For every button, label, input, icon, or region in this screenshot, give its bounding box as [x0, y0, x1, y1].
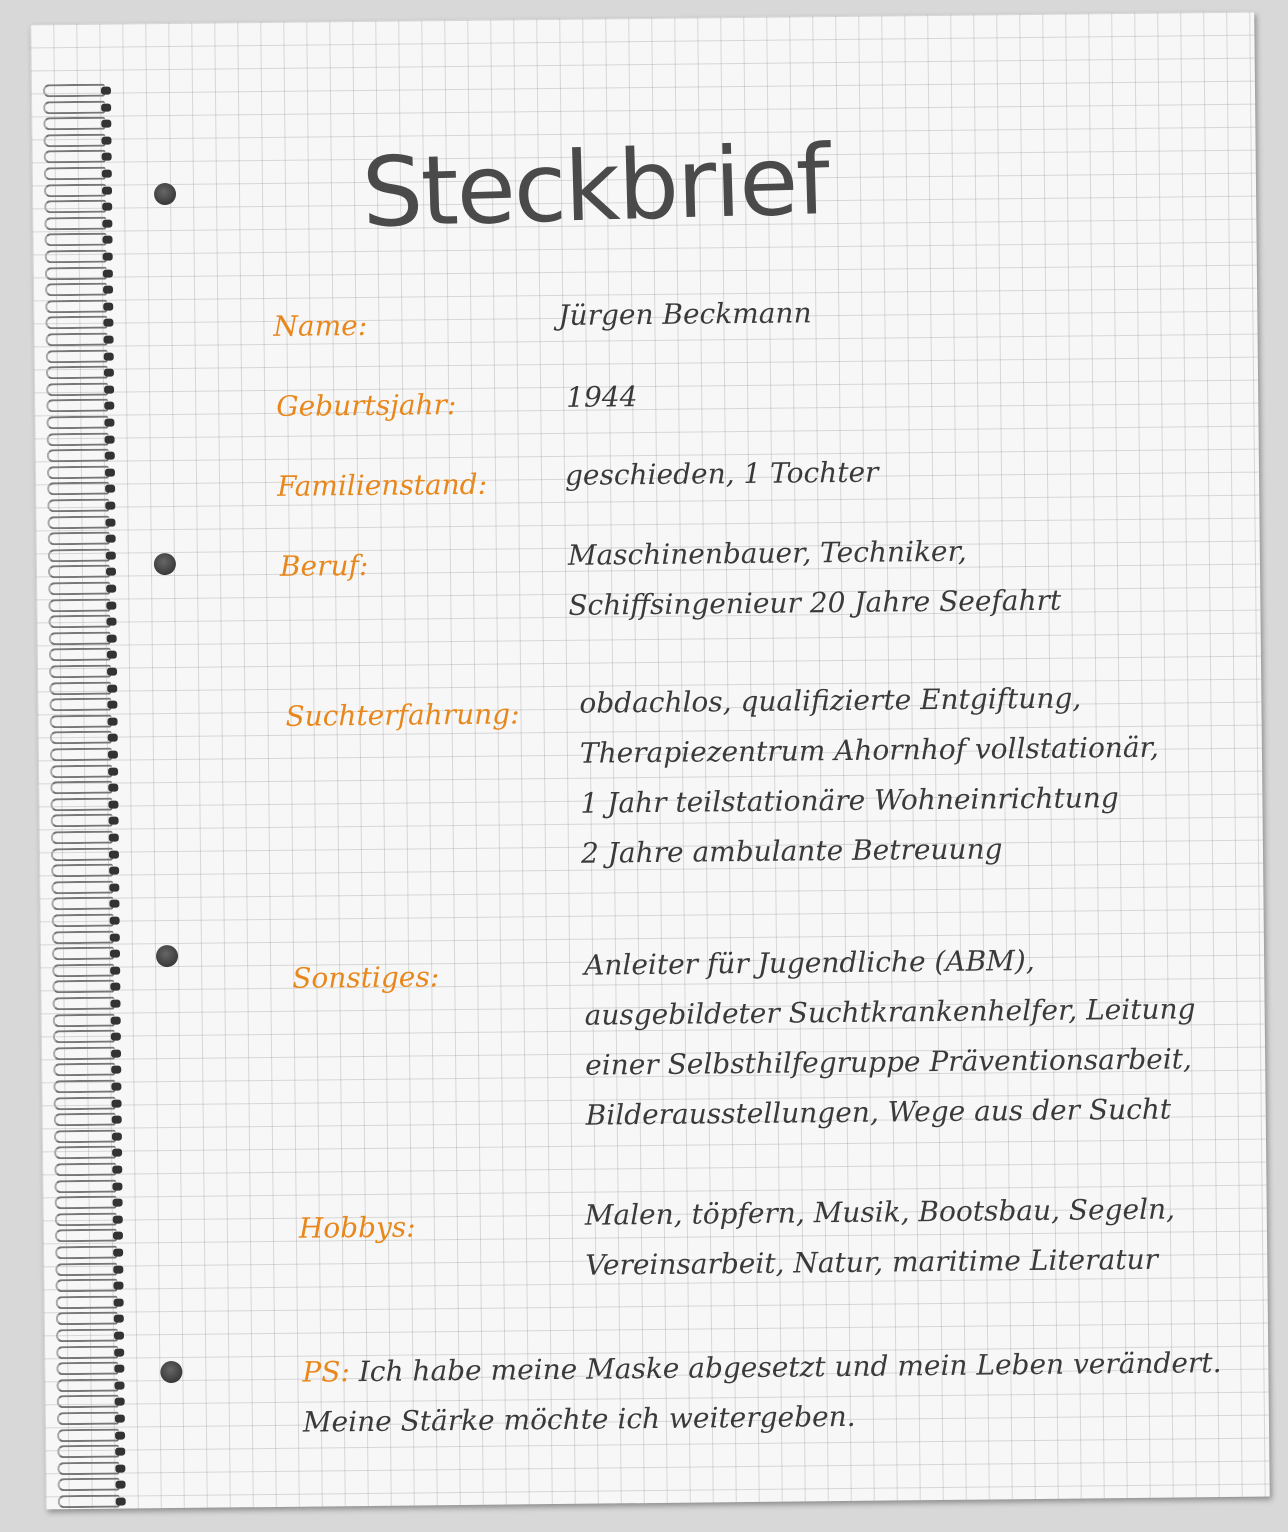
spiral-coil — [48, 615, 110, 629]
hobbys-value — [585, 1185, 1176, 1291]
spiral-coil — [48, 598, 110, 612]
spiral-coil — [52, 980, 114, 994]
ps-label: PS: — [302, 1355, 351, 1389]
spiral-coil — [51, 880, 113, 894]
spiral-coil — [44, 216, 106, 230]
spiral-coil — [58, 1495, 120, 1509]
ps-note — [302, 1338, 1222, 1448]
sonstiges-value — [584, 934, 1197, 1140]
spiral-coil — [46, 382, 108, 396]
beruf-value — [568, 526, 1062, 631]
spiral-coil — [47, 432, 109, 446]
spiral-coil — [50, 781, 112, 795]
spiral-coil — [51, 831, 113, 845]
spiral-coil — [45, 333, 107, 347]
spiral-coil — [43, 117, 105, 131]
punch-hole — [154, 183, 176, 205]
sonstiges-line: einer Selbsthilfegruppe Präventionsarbeit, — [585, 1042, 1193, 1082]
ps-text-1: Ich habe meine Maske abgesetzt und mein Leben verändert. — [358, 1346, 1222, 1389]
spiral-coil — [57, 1461, 119, 1475]
sonstiges-line: Anleiter für Jugendliche (ABM), — [583, 943, 1035, 982]
spiral-coil — [45, 266, 107, 280]
spiral-coil — [57, 1478, 119, 1492]
spiral-coil — [51, 814, 113, 828]
punch-hole — [154, 553, 176, 575]
spiral-coil — [53, 1063, 115, 1077]
spiral-coil — [51, 847, 113, 861]
spiral-coil — [49, 698, 111, 712]
name-label: Name: — [273, 308, 368, 343]
ps-line-1 — [302, 1338, 1222, 1398]
spiral-coil — [55, 1246, 117, 1260]
spiral-coil — [57, 1412, 119, 1426]
spiral-coil — [45, 316, 107, 330]
spiral-coil — [55, 1196, 117, 1210]
spiral-coil — [53, 1096, 115, 1110]
spiral-coil — [52, 930, 114, 944]
spiral-coil — [43, 100, 105, 114]
sonstiges-label: Sonstiges: — [292, 960, 440, 995]
spiral-coil — [48, 548, 110, 562]
spiral-coil — [47, 515, 109, 529]
spiral-coil — [47, 465, 109, 479]
spiral-coil — [44, 150, 106, 164]
beruf-line: Maschinenbauer, Techniker, — [567, 534, 967, 572]
spiral-coil — [52, 947, 114, 961]
sonstiges-line: Bilderausstellungen, Wege aus der Sucht — [585, 1092, 1172, 1132]
spiral-coil — [50, 731, 112, 745]
suchterfahrung-line: 1 Jahr teilstationäre Wohneinrichtung — [580, 781, 1119, 820]
spiral-coil — [47, 449, 109, 463]
spiral-coil — [52, 997, 114, 1011]
spiral-coil — [55, 1262, 117, 1276]
spiral-coil — [46, 416, 108, 430]
spiral-coil — [55, 1279, 117, 1293]
spiral-coil — [51, 897, 113, 911]
spiral-coil — [46, 349, 108, 363]
notebook-page — [30, 12, 1269, 1510]
spiral-coil — [56, 1329, 118, 1343]
spiral-coil — [46, 366, 108, 380]
spiral-coil — [51, 864, 113, 878]
hobbys-line: Vereinsarbeit, Natur, maritime Literatur — [585, 1242, 1159, 1282]
spiral-coil — [45, 283, 107, 297]
spiral-coil — [52, 914, 114, 928]
spiral-coil — [56, 1378, 118, 1392]
spiral-coil — [55, 1212, 117, 1226]
spiral-coil — [49, 631, 111, 645]
familienstand-label: Familienstand: — [276, 467, 488, 503]
spiral-coil — [47, 482, 109, 496]
suchterfahrung-line: 2 Jahre ambulante Betreuung — [580, 832, 1003, 870]
hobbys-line: Malen, töpfern, Musik, Bootsbau, Segeln, — [584, 1192, 1176, 1232]
beruf-line: Schiffsingenieur 20 Jahre Seefahrt — [568, 583, 1062, 622]
familienstand-value: geschieden, 1 Tochter — [564, 455, 879, 492]
spiral-coil — [50, 748, 112, 762]
spiral-coil — [53, 1013, 115, 1027]
spiral-coil — [44, 200, 106, 214]
name-value: Jürgen Beckmann — [558, 296, 812, 332]
spiral-coil — [43, 133, 105, 147]
spiral-binding — [43, 84, 132, 1530]
sonstiges-line: ausgebildeter Suchtkrankenhelfer, Leitung — [584, 992, 1196, 1032]
spiral-coil — [45, 250, 107, 264]
spiral-coil — [49, 714, 111, 728]
suchterfahrung-label: Suchterfahrung: — [285, 697, 520, 733]
spiral-coil — [46, 399, 108, 413]
spiral-coil — [56, 1345, 118, 1359]
page-title: Steckbrief — [360, 124, 830, 250]
spiral-coil — [56, 1295, 118, 1309]
spiral-coil — [53, 1046, 115, 1060]
spiral-coil — [48, 532, 110, 546]
spiral-coil — [57, 1428, 119, 1442]
spiral-coil — [44, 167, 106, 181]
spiral-coil — [50, 797, 112, 811]
spiral-coil — [44, 183, 106, 197]
spiral-coil — [54, 1129, 116, 1143]
spiral-coil — [54, 1163, 116, 1177]
spiral-coil — [54, 1146, 116, 1160]
spiral-coil — [45, 299, 107, 313]
suchterfahrung-value — [579, 673, 1160, 879]
suchterfahrung-line: obdachlos, qualifizierte Entgiftung, — [579, 681, 1082, 720]
spiral-coil — [53, 1080, 115, 1094]
spiral-coil — [57, 1395, 119, 1409]
spiral-coil — [47, 499, 109, 513]
geburtsjahr-label: Geburtsjahr: — [276, 388, 457, 423]
spiral-coil — [49, 665, 111, 679]
spiral-coil — [52, 963, 114, 977]
geburtsjahr-value: 1944 — [566, 380, 638, 414]
ps-line-2: Meine Stärke möchte ich weitergeben. — [302, 1399, 856, 1439]
spiral-coil — [49, 681, 111, 695]
suchterfahrung-line: Therapiezentrum Ahornhof vollstationär, — [579, 730, 1159, 770]
spiral-coil — [57, 1445, 119, 1459]
spiral-coil — [44, 233, 106, 247]
spiral-coil — [56, 1362, 118, 1376]
spiral-coil — [55, 1229, 117, 1243]
spiral-coil — [48, 582, 110, 596]
beruf-label: Beruf: — [279, 548, 369, 583]
spiral-coil — [56, 1312, 118, 1326]
hobbys-label: Hobbys: — [298, 1210, 416, 1245]
punch-hole — [156, 945, 178, 967]
spiral-coil — [53, 1030, 115, 1044]
punch-hole — [160, 1361, 182, 1383]
spiral-coil — [50, 764, 112, 778]
spiral-coil — [48, 565, 110, 579]
spiral-coil — [43, 84, 105, 98]
spiral-coil — [54, 1179, 116, 1193]
spiral-coil — [49, 648, 111, 662]
spiral-coil — [54, 1113, 116, 1127]
